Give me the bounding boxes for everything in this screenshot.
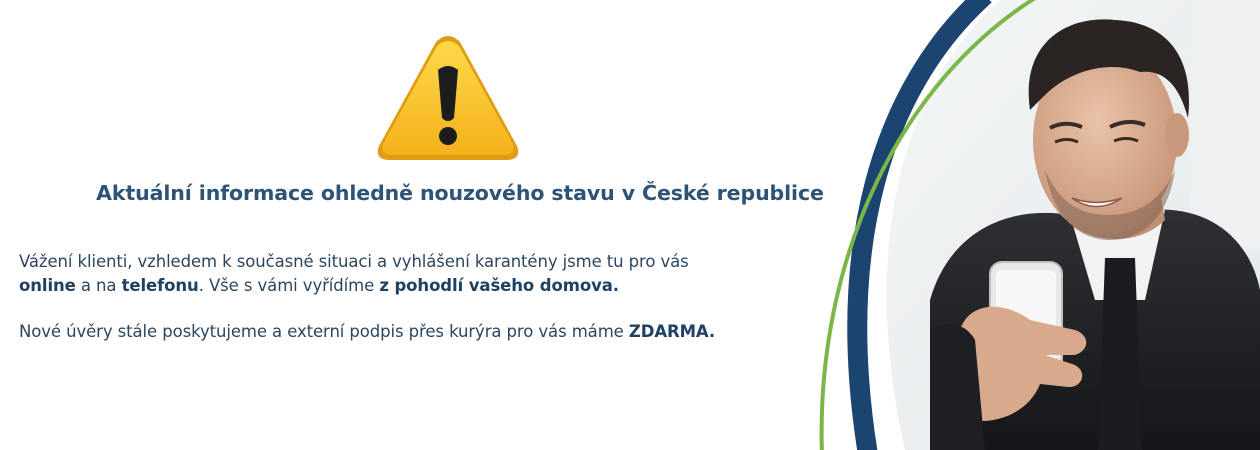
page-title: Aktuální informace ohledně nouzového stavu v České republice	[96, 181, 824, 205]
paragraph-2-line-1	[19, 320, 819, 344]
notice-paragraph-1	[19, 250, 819, 298]
free-emphasis: ZDARMA.	[628, 322, 716, 341]
paragraph-2-text: Nové úvěry stále poskytujeme a externí podpis přes kurýra pro vás máme	[19, 322, 629, 341]
text-and: a na	[75, 276, 122, 295]
paragraph-1-line-2	[19, 274, 819, 298]
text-mid: . Vše s vámi vyřídíme	[198, 276, 380, 295]
online-emphasis: online	[19, 276, 76, 295]
paragraph-1-line-1: Vážení klienti, vzhledem k současné situaci a vyhlášení karantény jsme tu pro vás	[19, 252, 689, 271]
home-emphasis: z pohodlí vašeho domova.	[379, 276, 619, 295]
notice-paragraph-2	[19, 320, 819, 344]
warning-icon	[374, 34, 522, 164]
phone-emphasis: telefonu	[121, 276, 199, 295]
